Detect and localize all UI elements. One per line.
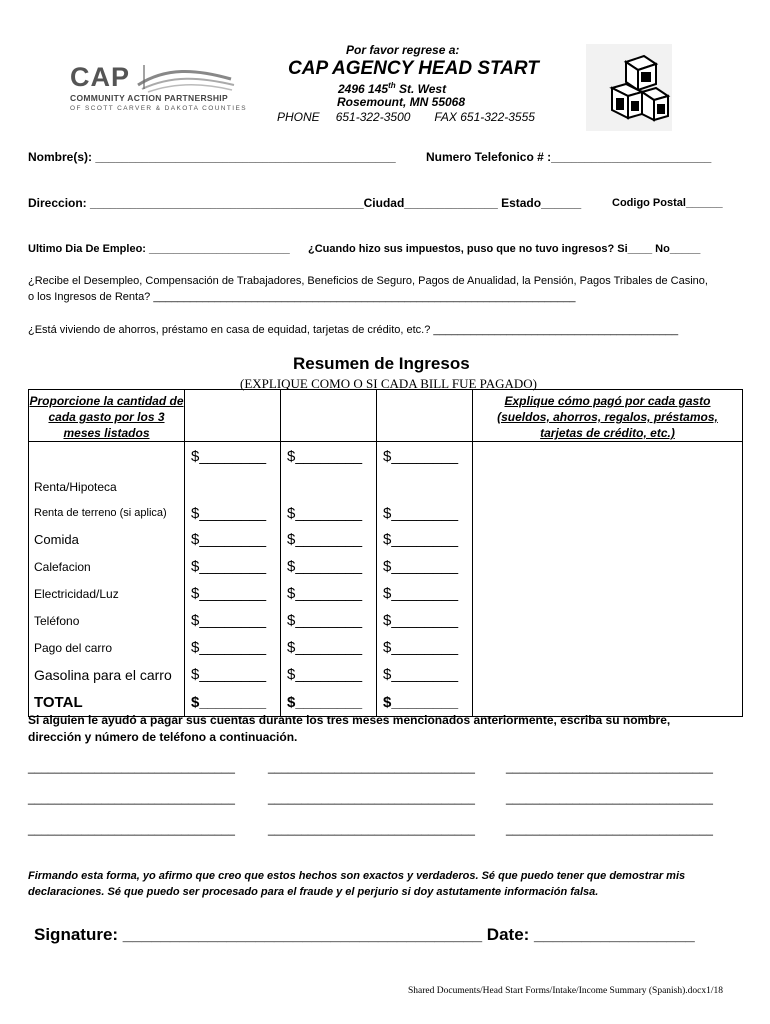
address-line-1: 2496 145th St. West	[338, 81, 447, 96]
signature-field[interactable]: Signature: ______________________________________	[34, 925, 483, 944]
last-day-field[interactable]: Ultimo Dia De Empleo: _______________________	[28, 243, 290, 255]
taxes-question[interactable]: ¿Cuando hizo sus impuestos, puso que no tuvo ingresos? Si____ No_____	[308, 243, 701, 255]
signature-row	[34, 925, 695, 945]
fax-number: 651-322-3555	[460, 110, 535, 124]
month-2-header[interactable]	[281, 390, 377, 442]
amount-month-1[interactable]: $________	[185, 634, 281, 661]
helper-address-line-3[interactable]: _______________________________	[268, 822, 475, 836]
amount-month-3[interactable]: $________	[377, 661, 473, 688]
amount-month-3[interactable]: $________	[377, 580, 473, 607]
amount-month-3[interactable]: $________	[377, 607, 473, 634]
logo-line-1: COMMUNITY ACTION PARTNERSHIP	[70, 93, 228, 103]
savings-question[interactable]: ¿Está viviendo de ahorros, préstamo en casa de equidad, tarjetas de crédito, etc.? ________________________________________	[28, 324, 679, 336]
expense-label: Gasolina para el carro	[29, 661, 185, 688]
cap-logo	[70, 62, 247, 112]
agency-name: CAP AGENCY HEAD START	[288, 58, 539, 79]
amount-month-2[interactable]: $________	[281, 553, 377, 580]
expense-label: Renta de terreno (si aplica)	[29, 500, 185, 526]
expense-label: Comida	[29, 526, 185, 553]
phone-number: 651-322-3500	[335, 110, 411, 124]
logo-cap-text: CAP	[70, 62, 131, 92]
total-month-3[interactable]: $________	[377, 688, 473, 717]
expense-row	[29, 442, 743, 501]
expense-label: Teléfono	[29, 607, 185, 634]
amount-month-1[interactable]: $________	[185, 526, 281, 553]
month-3-header[interactable]	[377, 390, 473, 442]
footer-path: Shared Documents/Head Start Forms/Intake/Income Summary (Spanish).docx1/18	[408, 986, 724, 996]
return-label: Por favor regrese a:	[346, 43, 460, 57]
helper-phone-line-2[interactable]: _______________________________	[506, 791, 713, 805]
amount-month-1[interactable]: $________	[185, 661, 281, 688]
helper-address-line-2[interactable]: _______________________________	[268, 791, 475, 805]
explanation-cell[interactable]	[473, 442, 743, 717]
amount-month-1[interactable]: $________	[185, 442, 281, 501]
affirmation-text: Firmando esta forma, yo afirmo que creo que estos hechos son exactos y verdaderos. Sé que puedo tener que demostrar mis declaraciones. Sé que puedo ser procesado para el fraude y el perjurio si doy astutamente información falsa.	[28, 870, 686, 898]
fax-label: FAX	[434, 110, 457, 124]
amount-month-1[interactable]: $________	[185, 553, 281, 580]
expense-label: Calefacion	[29, 553, 185, 580]
helper-phone-line-1[interactable]: _______________________________	[506, 760, 713, 774]
amount-month-1[interactable]: $________	[185, 607, 281, 634]
contact-line	[277, 110, 535, 124]
helped-instruction: Si alguien le ayudó a pagar sus cuentas durante los tres meses mencionados anteriormente, escriba su nombre, dirección y número de teléfono a continuación.	[28, 713, 671, 744]
amount-month-3[interactable]: $________	[377, 634, 473, 661]
phone-field[interactable]: Numero Telefonico # :________________________	[426, 150, 712, 164]
summary-instruction: (EXPLIQUE COMO O SI CADA BILL FUE PAGADO)	[240, 376, 537, 391]
phone-label: PHONE	[277, 110, 320, 124]
logo-swoosh-icon	[136, 63, 236, 93]
amount-month-3[interactable]: $________	[377, 500, 473, 526]
helper-name-line-1[interactable]: _______________________________	[28, 760, 235, 774]
amount-month-2[interactable]: $________	[281, 634, 377, 661]
header-amount-text: Proporcione la cantidad de cada gasto por los 3 meses listados	[29, 394, 184, 440]
logo-line-2: OF SCOTT CARVER & DAKOTA COUNTIES	[70, 105, 247, 112]
amount-month-2[interactable]: $________	[281, 526, 377, 553]
address-field[interactable]: Direccion: _________________________________________Ciudad______________ Estado______	[28, 196, 582, 210]
helper-name-line-3[interactable]: _______________________________	[28, 822, 235, 836]
header-explain-cell	[473, 390, 743, 442]
amount-month-3[interactable]: $________	[377, 526, 473, 553]
expense-label: Electricidad/Luz	[29, 580, 185, 607]
total-label: TOTAL	[29, 688, 185, 717]
header-amount-cell	[29, 390, 185, 442]
address-line-2: Rosemount, MN 55068	[337, 95, 466, 109]
date-field[interactable]: Date: _________________	[486, 925, 695, 944]
expense-label: Renta/Hipoteca	[29, 442, 185, 501]
benefits-question-line2[interactable]: o los Ingresos de Renta? _____________________________________________________________________	[28, 291, 576, 303]
income-summary-table	[28, 389, 743, 717]
amount-month-2[interactable]: $________	[281, 661, 377, 688]
benefits-question-line1: ¿Recibe el Desempleo, Compensación de Trabajadores, Beneficios de Seguro, Pagos de Anualidad, la Pensión, Pagos Tribales de Casino,	[28, 275, 708, 287]
amount-month-2[interactable]: $________	[281, 442, 377, 501]
amount-month-3[interactable]: $________	[377, 442, 473, 501]
month-1-header[interactable]	[185, 390, 281, 442]
amount-month-1[interactable]: $________	[185, 500, 281, 526]
helper-name-line-2[interactable]: _______________________________	[28, 791, 235, 805]
helper-address-line-1[interactable]: _______________________________	[268, 760, 475, 774]
helper-phone-line-3[interactable]: _______________________________	[506, 822, 713, 836]
header-explain-text: Explique cómo pagó por cada gasto (sueldos, ahorros, regalos, préstamos, tarjetas de crédito, etc.)	[497, 394, 718, 440]
amount-month-1[interactable]: $________	[185, 580, 281, 607]
expense-label: Pago del carro	[29, 634, 185, 661]
amount-month-2[interactable]: $________	[281, 580, 377, 607]
zip-field[interactable]: Codigo Postal______	[612, 197, 723, 209]
toy-blocks-image	[586, 44, 672, 131]
total-month-2[interactable]: $________	[281, 688, 377, 717]
amount-month-3[interactable]: $________	[377, 553, 473, 580]
total-month-1[interactable]: $________	[185, 688, 281, 717]
name-field[interactable]: Nombre(s): _____________________________________________	[28, 150, 396, 164]
amount-month-2[interactable]: $________	[281, 500, 377, 526]
summary-title: Resumen de Ingresos	[293, 354, 470, 373]
amount-month-2[interactable]: $________	[281, 607, 377, 634]
